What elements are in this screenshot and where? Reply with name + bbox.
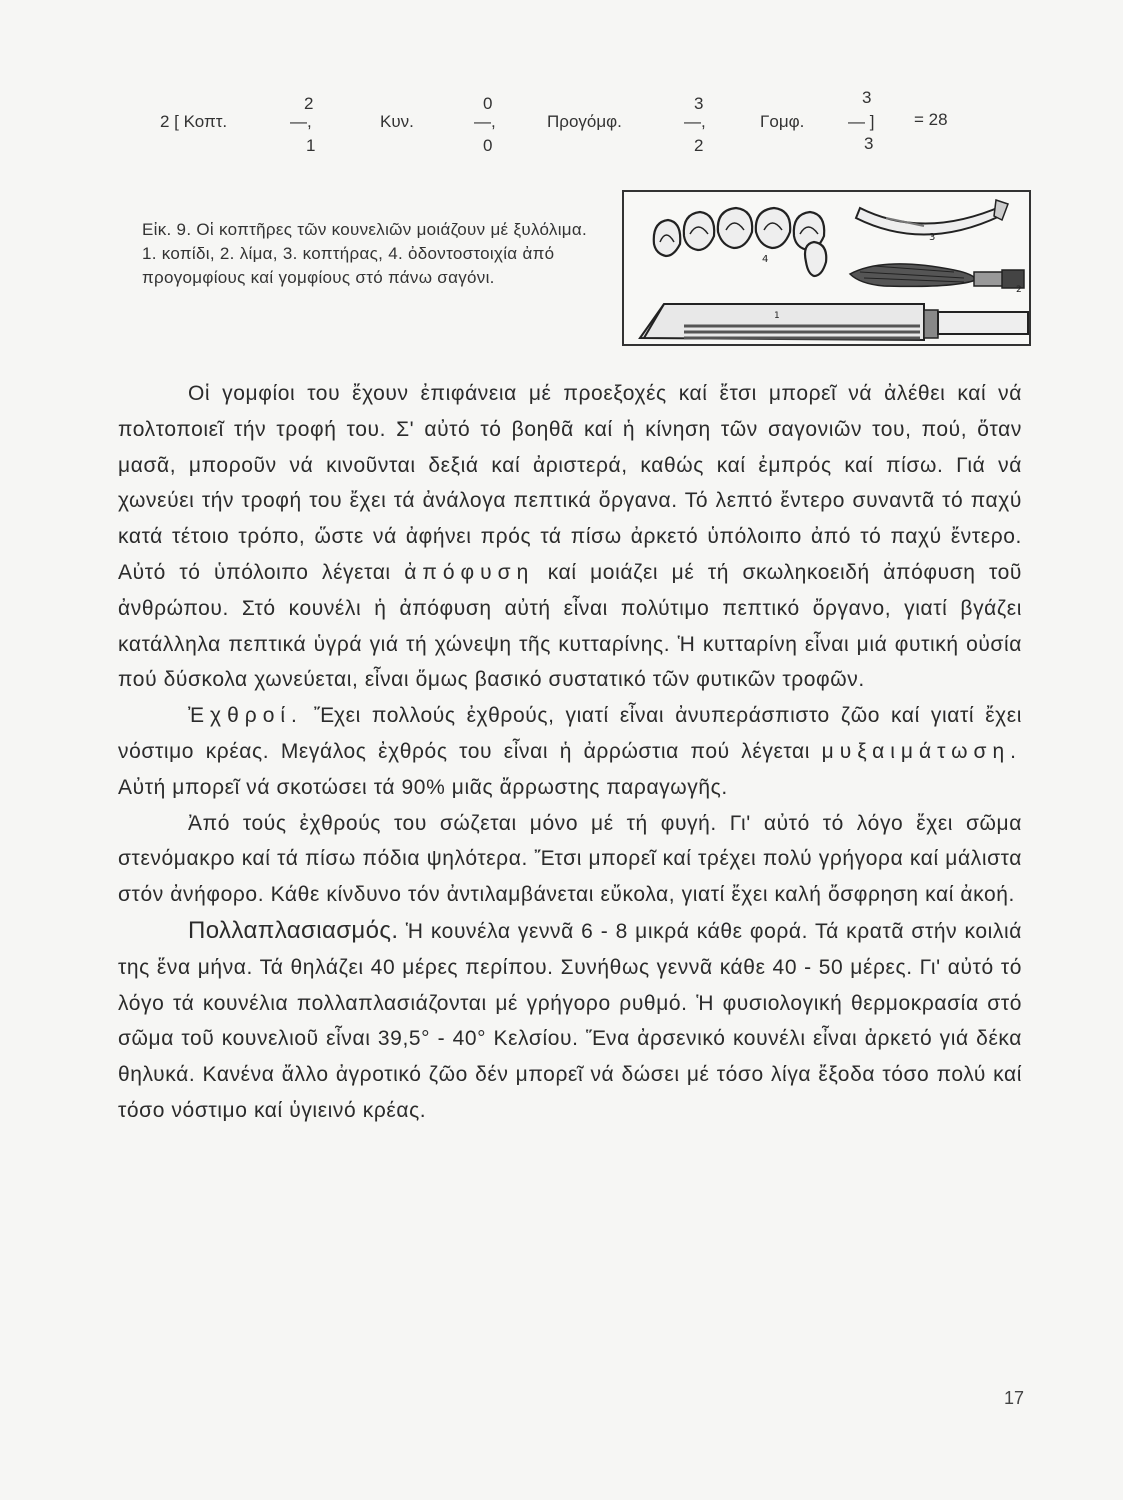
paragraph-enemies xyxy=(118,698,1022,805)
figure-illustration xyxy=(622,190,1031,346)
term-apofysi: ἀπόφυση xyxy=(404,560,535,584)
formula-molar-top: 3 xyxy=(862,88,872,107)
formula-total: = 28 xyxy=(914,110,948,129)
incisor-drawing xyxy=(856,200,1008,243)
formula-dash: —, xyxy=(290,112,312,131)
paragraph-text: Οἱ γομφίοι του ἔχουν ἐπιφάνεια μέ προεξοχές καί ἔτσι μπορεῖ νά ἀλέθει καί νά πολτοποιεῖ τήν τροφή του. Σ' αὐτό τό βοηθᾶ καί ἡ κίνηση τῶν σαγονιῶν του, πού, ὅταν μασᾶ, μποροῦν νά κινοῦνται δεξιά καί ἀριστερά, καθώς καί ἐμπρός καί πίσω. Γιά νά χωνεύει τήν τροφή του ἔχει τά ἀνάλογα πεπτικά ὄργανα. Τό λεπτό ἔντερο συναντᾶ τό παχύ κατά τέτοιο τρόπο, ὥστε νά ἀφήνει πρός τά πίσω ἀρκετό ὑπόλοιπο ἀπό τό παχύ ἔντερο. Αὐτό τό ὑπόλοιπο λέγεται xyxy=(118,382,1022,584)
formula-incisor-top: 2 xyxy=(304,94,314,113)
label-4: 4 xyxy=(762,254,769,265)
formula-canine-bottom: 0 xyxy=(483,136,493,155)
formula-canine-label: Κυν. xyxy=(380,112,414,131)
formula-premolar-top: 3 xyxy=(694,94,704,113)
label-2: 2 xyxy=(1016,285,1022,295)
formula-premolar-label: Προγόμφ. xyxy=(547,112,622,131)
paragraph-text: Ἀπό τούς ἐχθρούς του σώζεται μόνο μέ τή φυγή. Γι' αὐτό τό λόγο ἔχει σῶμα στενόμακρο καί τά πίσω πόδια ψηλότερα. Ἔτσι μπορεῖ καί τρέχει πολύ γρήγορα καί μάλιστα στόν ἀνήφορο. Κάθε κίνδυνο τόν ἀντιλαμβάνεται εὔκολα, γιατί ἔχει καλή ὄσφρηση καί ἀκοή. xyxy=(118,811,1022,907)
formula-dash: —, xyxy=(474,112,496,131)
formula-molar-bottom: 3 xyxy=(864,134,874,153)
term-enemies: Ἐχθροί. xyxy=(188,704,303,728)
tooth-row-drawing xyxy=(654,208,826,276)
paragraph-digestion xyxy=(118,376,1022,698)
page-number: 17 xyxy=(1004,1388,1025,1408)
chisel-drawing xyxy=(640,304,1028,340)
formula-dash: —, xyxy=(684,112,706,131)
label-1: 1 xyxy=(774,311,780,321)
teeth-and-tools-drawing xyxy=(624,192,1029,344)
formula-incisor-bottom: 1 xyxy=(306,136,316,155)
body-text xyxy=(118,376,1022,1129)
formula-premolar-bottom: 2 xyxy=(694,136,704,155)
formula-canine-top: 0 xyxy=(483,94,493,113)
paragraph-reproduction xyxy=(118,913,1022,1129)
term-myxomatosis: μυξαιμάτωση. xyxy=(821,739,1022,763)
paragraph-text: καί μοιάζει μέ τή σκωληκοειδή ἀπόφυση τοῦ ἀνθρώπου. Στό κουνέλι ἡ ἀπόφυση αὐτή εἶναι πολύτιμο πεπτικό ὄργανο, γιατί βγάζει κατάλληλα πεπτικά ὑγρά γιά τή χώνεψη τῆς κυτταρίνης. Ἡ κυτταρίνη εἶναι μιά φυτική οὐσία πού δύσκολα χωνεύεται, εἶναι ὅμως βασικό συστατικό τῶν φυτικῶν τροφῶν. xyxy=(118,560,1022,692)
formula-prefix: 2 [ Κοπτ. xyxy=(160,112,228,131)
figure-caption: Εἰκ. 9. Οἱ κοπτῆρες τῶν κουνελιῶν μοιάζουν μέ ξυλόλιμα. 1. κοπίδι, 2. λίμα, 3. κοπτήρας, 4. ὀδοντοστοιχία ἀπό προγομφίους καί γομφίους στό πάνω σαγόνι. xyxy=(142,220,588,287)
label-3: 3 xyxy=(929,232,936,243)
dental-formula xyxy=(0,88,1123,158)
paragraph-text: Ἔχει πολλούς ἐχθρούς, γιατί εἶναι ἀνυπεράσπιστο ζῶο καί γιατί ἔχει νόστιμο κρέας. Μεγάλος ἐχθρός του εἶναι ἡ ἀρρώστια πού λέγεται xyxy=(118,704,1023,763)
rasp-drawing xyxy=(850,264,1024,295)
formula-molar-label: Γομφ. xyxy=(760,112,805,131)
paragraph-text: Ἡ κουνέλα γεννᾶ 6 - 8 μικρά κάθε φορά. Τά κρατᾶ στήν κοιλιά της ἕνα μήνα. Τά θηλάζει 40 μέρες περίπου. Συνήθως γεννᾶ κάθε 40 - 50 μέρες. Γι' αὐτό τό λόγο τά κουνέλια πολλαπλασιάζονται μέ γρήγορο ρυθμό. Ἡ φυσιολογική θερμοκρασία στό σῶμα τοῦ κουνελιοῦ εἶναι 39,5° - 40° Κελσίου. Ἕνα ἀρσενικό κουνέλι εἶναι ἀρκετό γιά δέκα θηλυκά. Κανένα ἄλλο ἀγροτικό ζῶο δέν μπορεῖ νά δώσει μέ τόσο λίγα ἔξοδα τόσο πολύ καί τόσο νόστιμο καί ὑγιεινό κρέας. xyxy=(118,919,1022,1122)
section-heading-reproduction: Πολλαπλασιασμός. xyxy=(188,916,399,944)
formula-dash-bracket: — ] xyxy=(848,112,875,131)
paragraph-escape xyxy=(118,806,1022,913)
paragraph-text: Αὐτή μπορεῖ νά σκοτώσει τά 90% μιᾶς ἄρρωστης παραγωγῆς. xyxy=(118,775,728,799)
